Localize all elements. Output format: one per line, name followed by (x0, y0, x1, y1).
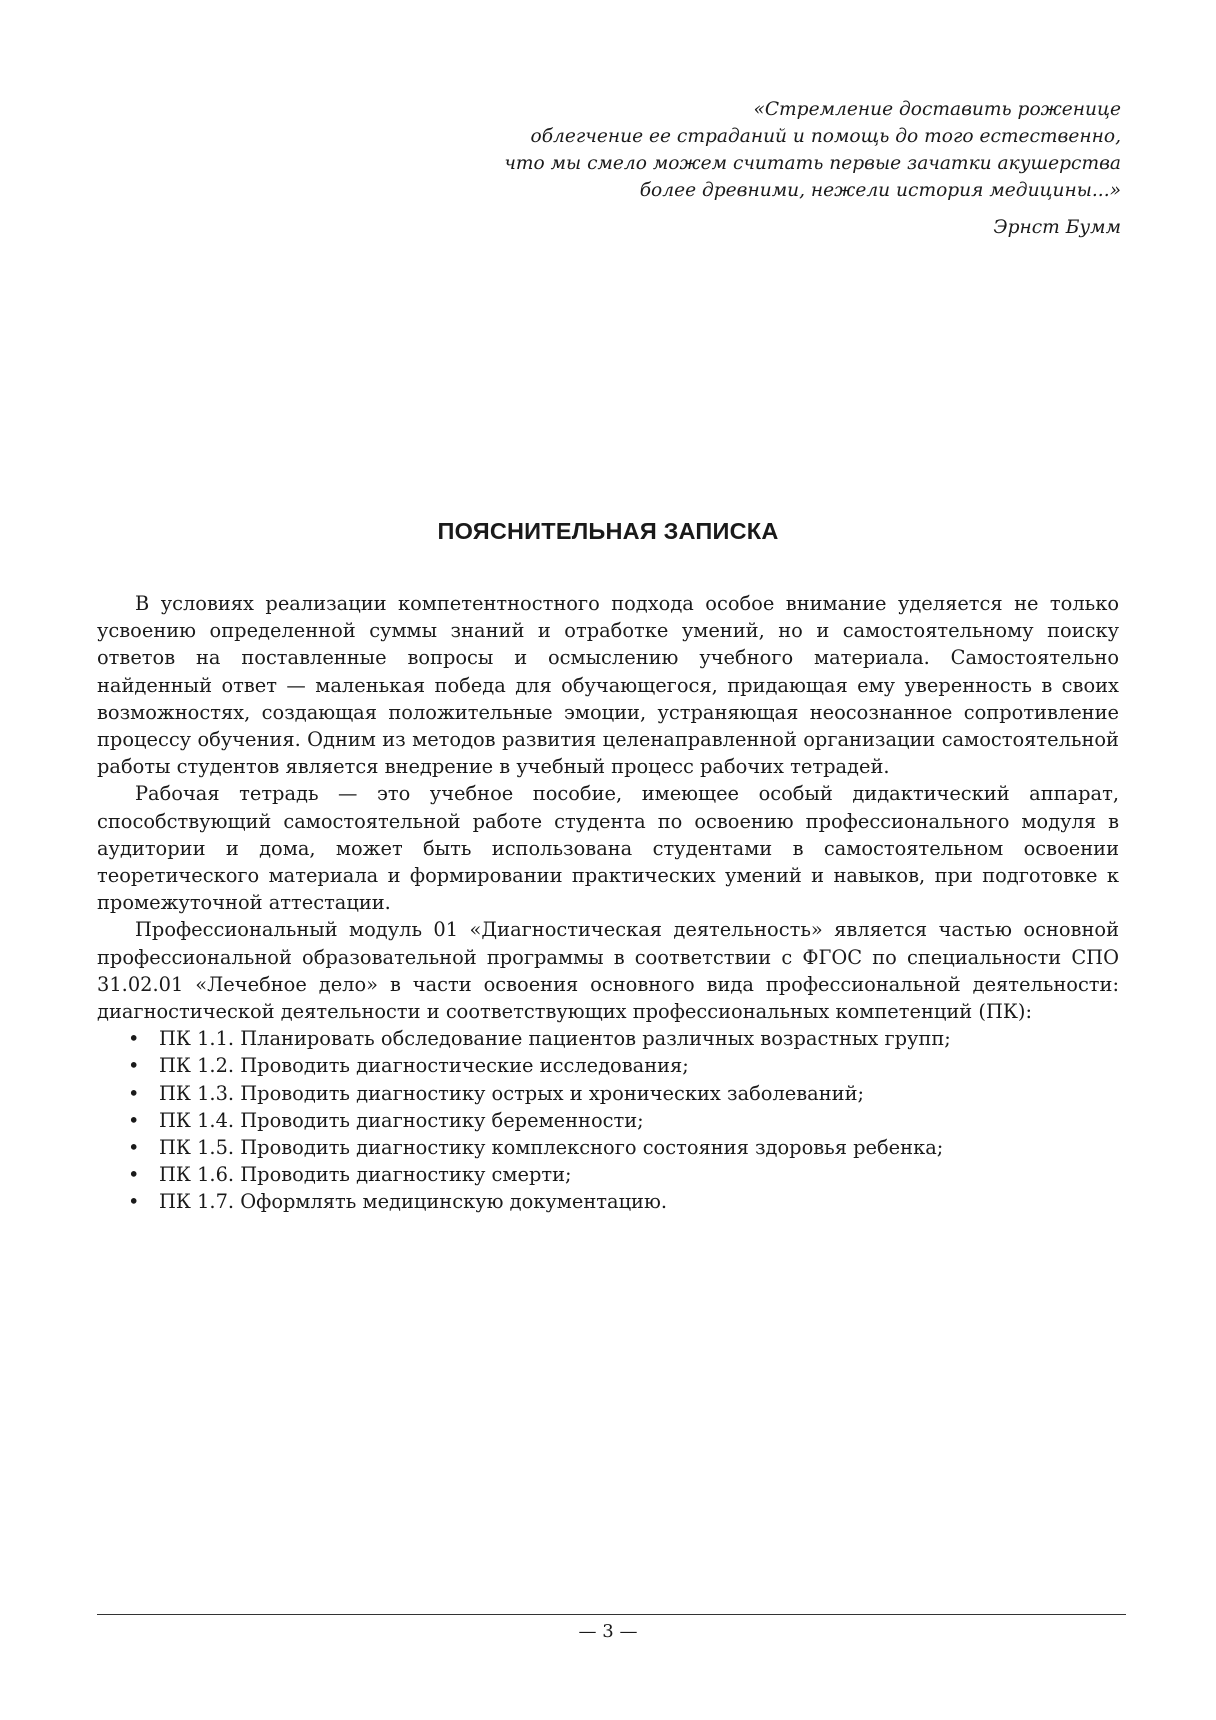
competency-text: ПК 1.1. Планировать обследование пациентов различных возрастных групп; (159, 1027, 951, 1051)
competency-item (97, 1188, 1119, 1215)
bullet-icon: • (128, 1190, 140, 1214)
competency-text: ПК 1.4. Проводить диагностику беременности; (159, 1108, 644, 1132)
competency-item (97, 1025, 1119, 1052)
explanatory-note-body (97, 590, 1119, 1216)
bullet-icon: • (128, 1027, 140, 1051)
competency-text: ПК 1.3. Проводить диагностику острых и хронических заболеваний; (159, 1081, 865, 1105)
bullet-icon: • (128, 1108, 140, 1132)
competency-item (97, 1134, 1119, 1161)
competency-item (97, 1107, 1119, 1134)
epigraph-line: что мы смело можем считать первые зачатки акушерства (504, 153, 1121, 174)
bullet-icon: • (128, 1136, 140, 1160)
epigraph-line: «Стремление доставить роженице (753, 99, 1121, 120)
epigraph (481, 96, 1121, 241)
paragraph: Профессиональный модуль 01 «Диагностическая деятельность» является частью основной профессиональной образовательной программы в соответствии с ФГОС по специальности СПО 31.02.01 «Лечебное дело» в части освоения основного вида профессиональной деятельности: диагностической деятельности и соответствующих профессиональных компетенций (ПК): (97, 918, 1119, 1024)
section-title: ПОЯСНИТЕЛЬНАЯ ЗАПИСКА (437, 518, 779, 544)
bullet-icon: • (128, 1054, 140, 1078)
competency-list (97, 1025, 1119, 1215)
bullet-icon: • (128, 1081, 140, 1105)
competency-item (97, 1080, 1119, 1107)
competency-text: ПК 1.7. Оформлять медицинскую документацию. (159, 1190, 668, 1214)
competency-item (97, 1052, 1119, 1079)
epigraph-author: Эрнст Бумм (993, 217, 1121, 238)
competency-text: ПК 1.6. Проводить диагностику смерти; (159, 1163, 572, 1187)
paragraph: Рабочая тетрадь — это учебное пособие, имеющее особый дидактический аппарат, способствующий самостоятельной работе студента по освоению профессионального модуля в аудитории и дома, может быть использована студентами в самостоятельном освоении теоретического материала и формировании практических умений и навыков, при подготовке к промежуточной аттестации. (97, 782, 1119, 915)
bullet-icon: • (128, 1163, 140, 1187)
competency-text: ПК 1.2. Проводить диагностические исследования; (159, 1054, 689, 1078)
paragraph: В условиях реализации компетентностного подхода особое внимание уделяется не только усвоению определенной суммы знаний и отработке умений, но и самостоятельному поиску ответов на поставленные вопросы и осмыслению учебного материала. Самостоятельно найденный ответ — маленькая победа для обучающегося, придающая ему уверенность в своих возможностях, создающая положительные эмоции, устраняющая неосознанное сопротивление процессу обучения. Одним из методов развития целенаправленной организации самостоятельной работы студентов является внедрение в учебный процесс рабочих тетрадей. (97, 592, 1119, 779)
epigraph-line: более древними, нежели история медицины...» (639, 180, 1121, 201)
competency-item (97, 1161, 1119, 1188)
page-number: — 3 — (578, 1621, 638, 1642)
competency-text: ПК 1.5. Проводить диагностику комплексного состояния здоровья ребенка; (159, 1136, 944, 1160)
epigraph-line: облегчение ее страданий и помощь до того естественно, (530, 126, 1121, 147)
footer-divider (97, 1614, 1126, 1615)
